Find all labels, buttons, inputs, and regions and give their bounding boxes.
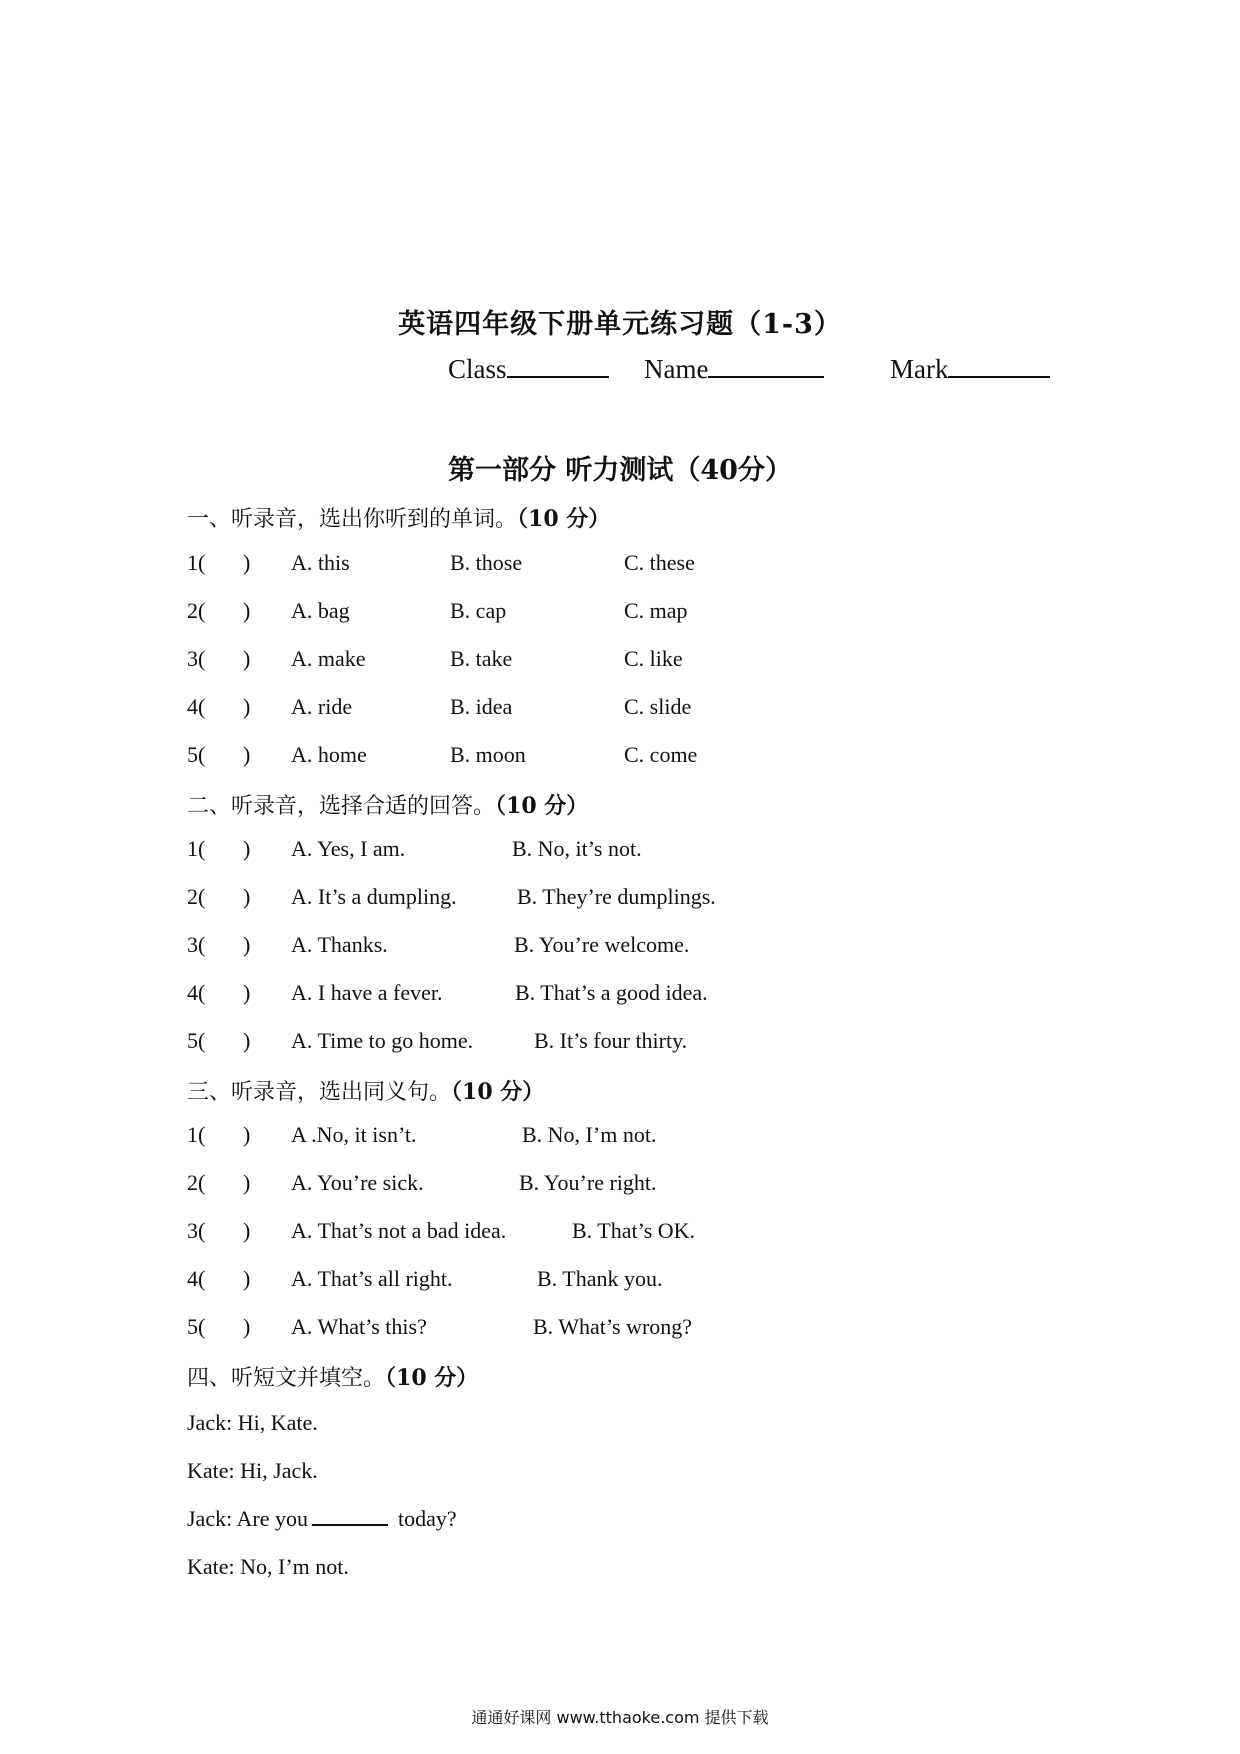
part-title: 第一部分 听力测试（40分）: [448, 455, 792, 486]
question-row: 1( ) A. this B. those C. these: [187, 550, 695, 575]
question-row: 2( ) A. bag B. cap C. map: [187, 598, 688, 623]
question-row: 1( ) A .No, it isn’t. B. No, I’m not.: [187, 1122, 657, 1147]
fill-in-blank[interactable]: [312, 1506, 388, 1526]
question-row: 4( ) A. I have a fever. B. That’s a good idea.: [187, 980, 708, 1005]
question-row: 5( ) A. Time to go home. B. It’s four thirty.: [187, 1028, 688, 1053]
question-row: 2( ) A. You’re sick. B. You’re right.: [187, 1170, 657, 1195]
question-row: 1( ) A. Yes, I am. B. No, it’s not.: [187, 836, 642, 861]
name-blank[interactable]: [708, 352, 824, 378]
dialog-line: Kate: Hi, Jack.: [187, 1458, 318, 1483]
name-field: [644, 352, 824, 385]
question-row: 3( ) A. Thanks. B. You’re welcome.: [187, 932, 690, 957]
dialog-line: Kate: No, I’m not.: [187, 1554, 349, 1579]
question-row: 5( ) A. What’s this? B. What’s wrong?: [187, 1314, 693, 1339]
question-row: 3( ) A. make B. take C. like: [187, 646, 683, 671]
dialog-line: Jack: Hi, Kate.: [187, 1410, 318, 1435]
class-field: [448, 352, 609, 385]
section-4-heading: 四、听短文并填空。（10 分）: [187, 1365, 479, 1391]
question-row: 4( ) A. That’s all right. B. Thank you.: [187, 1266, 663, 1291]
section-2-heading: 二、听录音，选择合适的回答。（10 分）: [187, 793, 589, 819]
section-1-score: （10 分）: [517, 506, 611, 532]
mark-label: Mark: [890, 354, 949, 384]
footer-note: 通通好课网 www.tthaoke.com 提供下载: [471, 1708, 769, 1727]
section-1-heading: 一、听录音，选出你听到的单词。（10 分）: [187, 506, 611, 532]
dialog-line-with-blank: Jack: Are you today?: [187, 1506, 457, 1531]
section-3-heading: 三、听录音，选出同义句。（10 分）: [187, 1079, 545, 1105]
question-row: 3( ) A. That’s not a bad idea. B. That’s OK.: [187, 1218, 696, 1243]
name-label: Name: [644, 354, 709, 384]
mark-field: [890, 352, 1050, 385]
mark-blank[interactable]: [948, 352, 1050, 378]
class-label: Class: [448, 354, 507, 384]
question-row: 4( ) A. ride B. idea C. slide: [187, 694, 692, 719]
section-3-score: （10 分）: [451, 1079, 545, 1105]
question-row: 5( ) A. home B. moon C. come: [187, 742, 698, 767]
question-row: 2( ) A. It’s a dumpling. B. They’re dumplings.: [187, 884, 716, 909]
page-title: 英语四年级下册单元练习题（1-3）: [398, 309, 842, 340]
class-blank[interactable]: [507, 352, 609, 378]
section-2-score: （10 分）: [495, 793, 589, 819]
section-4-score: （10 分）: [385, 1365, 479, 1391]
